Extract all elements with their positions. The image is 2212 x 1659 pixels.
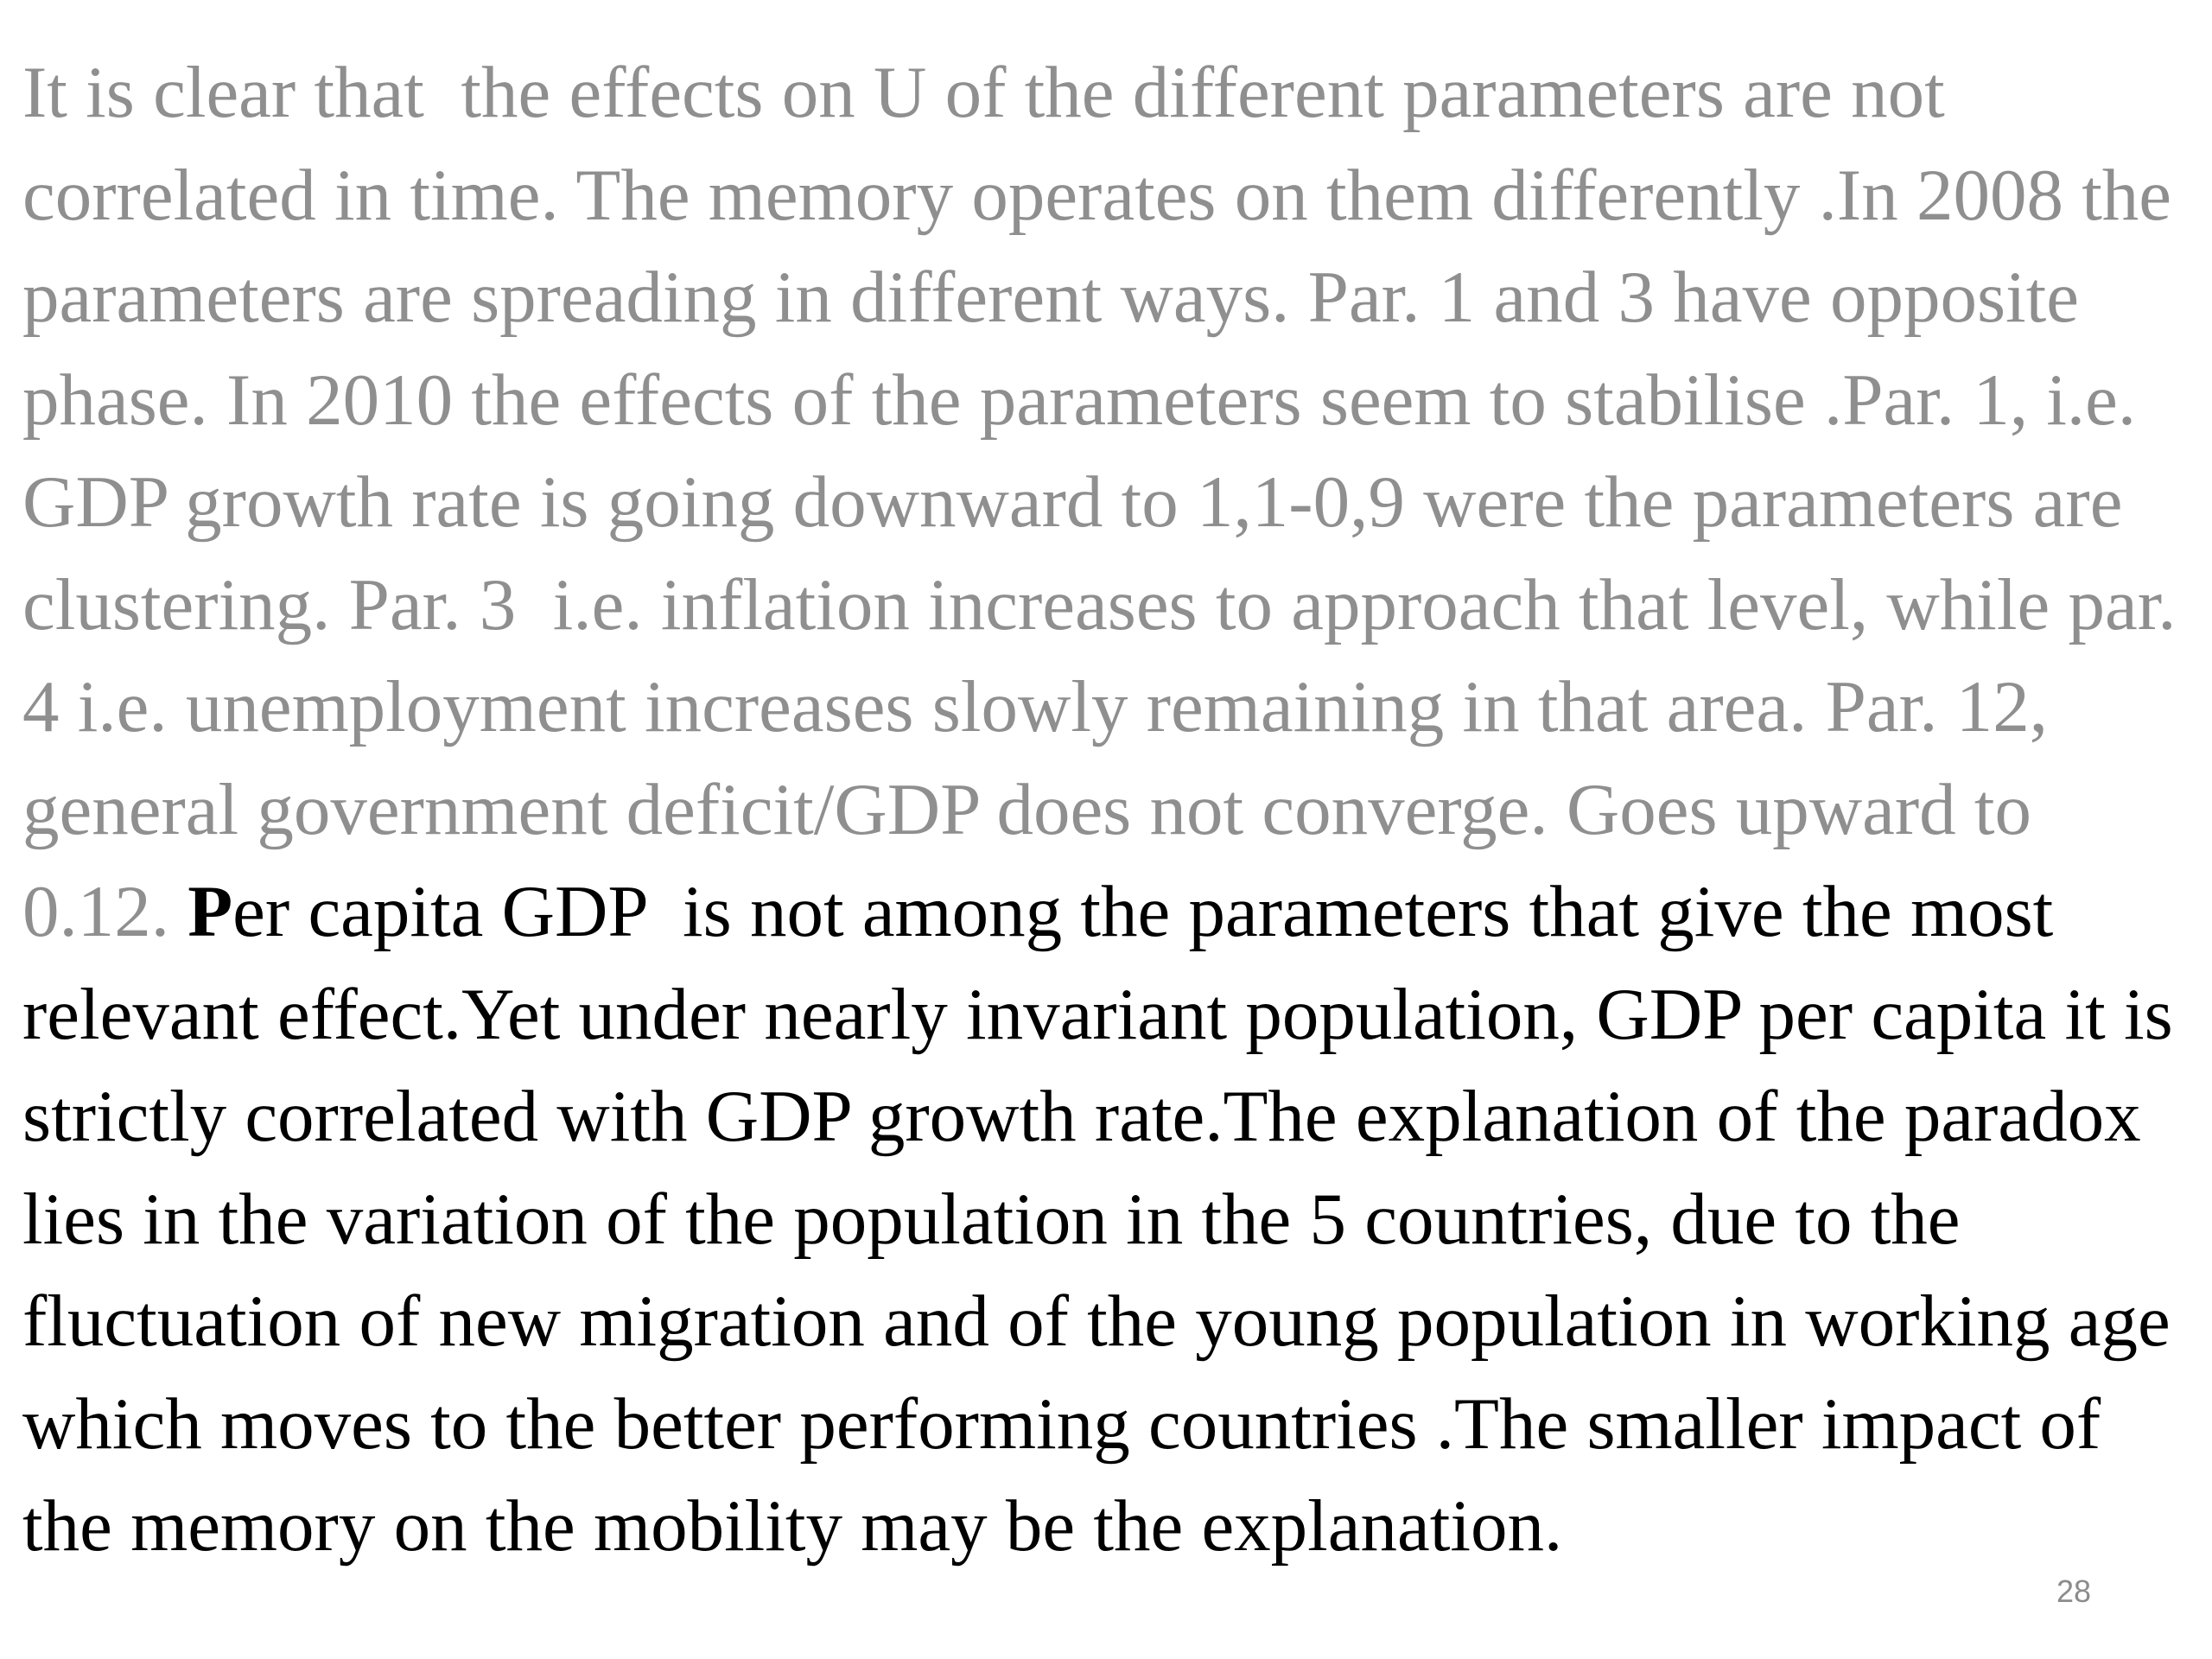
body-line-3: parameters are spreading in different ways. Par. 1 and 3 have opposite	[22, 257, 2079, 338]
body-line-6: clustering. Par. 3 i.e. inflation increases to approach that level, while par.	[22, 563, 2177, 645]
body-line-13: fluctuation of new migration and of the young population in working age	[22, 1281, 2171, 1362]
slide-body-text	[22, 41, 2200, 1578]
body-line-10: relevant effect.Yet under nearly invariant population, GDP per capita it is	[22, 973, 2173, 1055]
body-line-4: phase. In 2010 the effects of the parameters seem to stabilise .Par. 1, i.e.	[22, 359, 2137, 441]
body-line-7: 4 i.e. unemployment increases slowly remaining in that area. Par. 12,	[22, 666, 2048, 747]
body-line-15: the memory on the mobility may be the explanation.	[22, 1485, 1563, 1567]
body-line-14: which moves to the better performing countries .The smaller impact of	[22, 1382, 2101, 1465]
body-line-9-bold-initial: P	[188, 871, 233, 952]
body-line-2: correlated in time. The memory operates on them differently .In 2008 the	[22, 154, 2172, 236]
body-line-8: general government deficit/GDP does not converge. Goes upward to	[22, 768, 2032, 850]
body-line-11: strictly correlated with GDP growth rate.The explanation of the paradox	[22, 1076, 2141, 1157]
body-line-12: lies in the variation of the population in the 5 countries, due to the	[22, 1178, 1961, 1260]
body-line-9-gray-part: 0.12.	[22, 871, 188, 952]
body-line-1: It is clear that the effects on U of the different parameters are not	[22, 52, 1945, 133]
body-line-9	[22, 861, 2200, 963]
body-line-5: GDP growth rate is going downward to 1,1-0,9 were the parameters are	[22, 461, 2123, 543]
body-line-9-dark-part: er capita GDP is not among the parameters that give the most	[232, 871, 2054, 952]
slide-page-number: 28	[2056, 1573, 2092, 1609]
